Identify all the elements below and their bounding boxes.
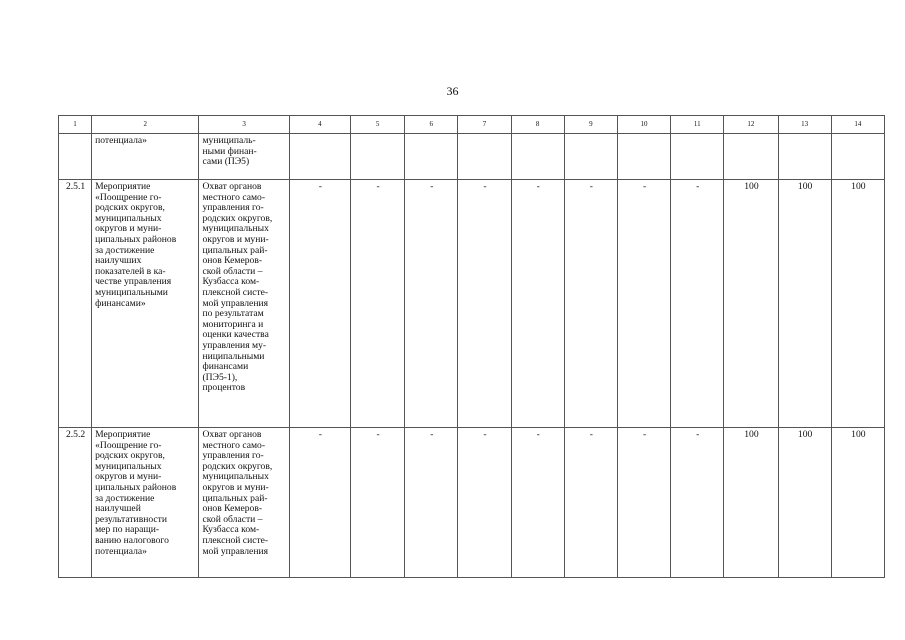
value-cell: - <box>564 428 617 578</box>
table-cell <box>59 134 92 180</box>
column-header: 11 <box>671 116 724 134</box>
table-row-continuation <box>59 134 885 180</box>
table-cell <box>724 134 778 180</box>
table-cell <box>778 134 831 180</box>
column-header: 6 <box>405 116 458 134</box>
table-cell <box>405 134 458 180</box>
column-header: 10 <box>617 116 670 134</box>
value-cell: - <box>351 428 405 578</box>
column-header: 2 <box>92 116 199 134</box>
column-header: 14 <box>831 116 884 134</box>
row-number-cell: 2.5.2 <box>59 428 92 578</box>
column-header: 3 <box>199 116 289 134</box>
value-cell: 100 <box>831 180 884 428</box>
column-header: 12 <box>724 116 778 134</box>
event-name-cell: Мероприятие «Поощрение го- родских округов, муниципальных округов и муни- ципальных районов за достижение наилучшей результативности мер по наращи- ванию налогового потенциала» <box>92 428 199 578</box>
column-header: 4 <box>289 116 350 134</box>
event-name-cell: Мероприятие «Поощрение го- родских округов, муниципальных округов и муни- ципальных районов за достижение наилучших показателей в ка- честве управления муниципальными финансами» <box>92 180 199 428</box>
measures-table <box>58 115 885 578</box>
table-cell <box>564 134 617 180</box>
table-cell <box>351 134 405 180</box>
table-cell <box>831 134 884 180</box>
value-cell: 100 <box>724 180 778 428</box>
value-cell: - <box>671 428 724 578</box>
indicator-cell: Охват органов местного само- управления го- родских округов, муниципальных округов и муни- ципальных рай- онов Кемеров- ской области – Кузбасса ком- плексной систе- мой управления <box>199 428 289 578</box>
table-row <box>59 428 885 578</box>
value-cell: - <box>511 428 564 578</box>
value-cell: 100 <box>778 428 831 578</box>
value-cell: 100 <box>724 428 778 578</box>
table-cell <box>289 134 350 180</box>
indicator-cell: Охват органов местного само- управления го- родских округов, муниципальных округов и муни- ципальных рай- онов Кемеров- ской области – Кузбасса ком- плексной систе- мой управления по результатам мониторинга и оценки качества управления му- ниципальными финансами (ПЭ5-1), процентов <box>199 180 289 428</box>
value-cell: - <box>511 180 564 428</box>
column-header: 1 <box>59 116 92 134</box>
value-cell: - <box>405 180 458 428</box>
value-cell: - <box>671 180 724 428</box>
column-header: 13 <box>778 116 831 134</box>
column-header: 5 <box>351 116 405 134</box>
value-cell: - <box>617 180 670 428</box>
table-cell <box>671 134 724 180</box>
page-number: 36 <box>446 84 459 98</box>
column-header: 7 <box>458 116 511 134</box>
value-cell: - <box>351 180 405 428</box>
value-cell: - <box>458 180 511 428</box>
column-header: 9 <box>564 116 617 134</box>
value-cell: - <box>458 428 511 578</box>
table-cell <box>617 134 670 180</box>
row-number-cell: 2.5.1 <box>59 180 92 428</box>
table-row <box>59 180 885 428</box>
value-cell: - <box>564 180 617 428</box>
header-row <box>59 116 885 134</box>
indicator-cell: муниципаль- ными финан- сами (ПЭ5) <box>199 134 289 180</box>
value-cell: - <box>405 428 458 578</box>
value-cell: - <box>289 428 350 578</box>
event-name-cell: потенциала» <box>92 134 199 180</box>
value-cell: 100 <box>778 180 831 428</box>
table-cell <box>458 134 511 180</box>
table-cell <box>511 134 564 180</box>
column-header: 8 <box>511 116 564 134</box>
value-cell: 100 <box>831 428 884 578</box>
value-cell: - <box>289 180 350 428</box>
value-cell: - <box>617 428 670 578</box>
